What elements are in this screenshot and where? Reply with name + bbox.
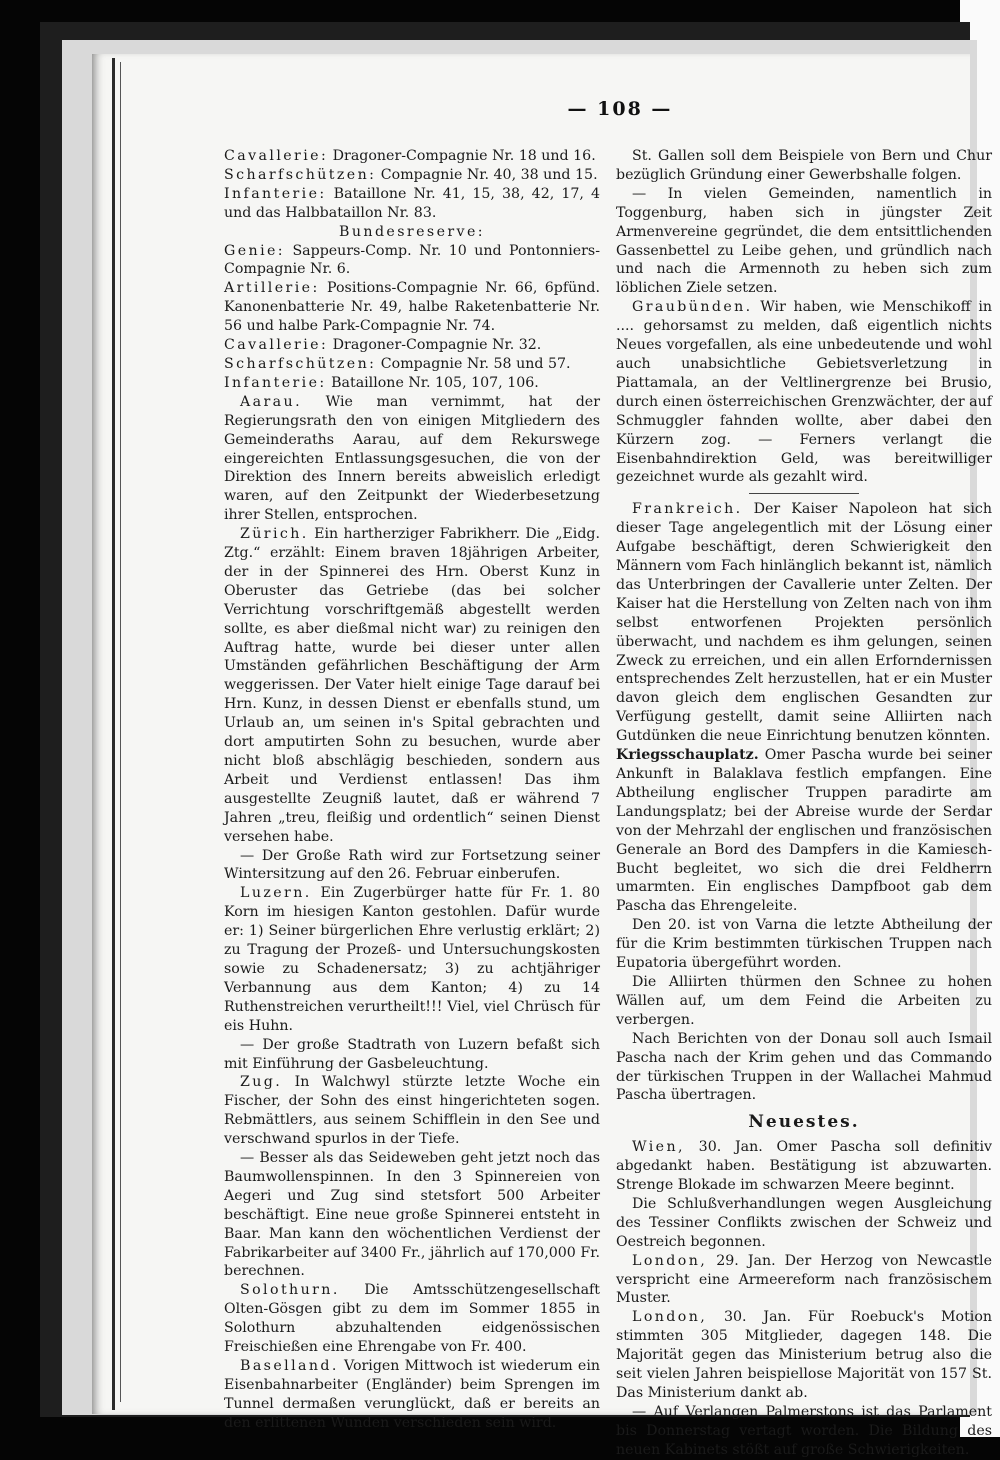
right-column xyxy=(616,147,992,1460)
paragraph-text: Omer Pascha wurde bei seiner Ankunft in Balaklava festlich empfangen. Eine Abtheilung englischer Truppen paradirte am Landungsplatz; bei der Abreise wurde der Serdar von der Mehrzahl der englischen und französischen Generale an Bord des Dampfers in die Kamiesch-Bucht begleitet, wo sich die drei Feldherrn umarmten. Ein englisches Dampfboot gab dem Pascha das Ehrengeleite. xyxy=(616,747,992,915)
paragraph xyxy=(224,1281,600,1357)
section-heading-neuestes: Neuestes. xyxy=(748,1112,860,1133)
paragraph xyxy=(224,525,600,846)
paragraph xyxy=(224,166,600,185)
paragraph-lead: Aarau. xyxy=(240,393,302,410)
paragraph xyxy=(616,1252,992,1309)
paragraph-lead: Cavallerie: xyxy=(224,148,329,164)
paragraph-text: 30. Jan. Omer Pascha soll definitiv abgedankt haben. Bestätigung ist abzuwarten. Strenge Blokade im schwarzen Meere beginnt. xyxy=(616,1139,992,1194)
paragraph-lead: Zürich. xyxy=(240,526,309,543)
paragraph xyxy=(224,1149,600,1281)
paragraph-text: Wir haben, wie Menschikoff in .... gehorsamst zu melden, daß eigentlich nichts Neues vorgefallen, als eine unbedeutende und wohl auch unabsichtliche Gebietsverletzung in Piattamala, an der Veltlinergrenze bei Brusio, durch einen österreichischen Grenzwächter, der auf Schmuggler fahnden wollte, aber dabei den Kürzern zog. — Ferners verlangt die Eisenbahndirektion Geld, was bereitwilliger gezeichnet wurde als gezahlt wird. xyxy=(616,299,992,486)
paragraph-text: — Auf Verlangen Palmerstons ist das Parlament bis Donnerstag vertagt worden. Die Bildung des neuen Kabinets stößt auf große Schwierigkeiten. xyxy=(616,1403,992,1458)
paragraph-text: — In vielen Gemeinden, namentlich in Toggenburg, haben sich in jüngster Zeit Armenvereine gegründet, die dem entsittlichenden Gassenbettel zu Leibe gehen, und gründlich nach und nach die Armennoth zu heben sich zum löblichen Ziele setzen. xyxy=(616,185,992,297)
paragraph-lead: Scharfschützen: xyxy=(224,166,377,183)
paragraph xyxy=(616,1195,992,1252)
paragraph xyxy=(616,1403,992,1460)
paragraph-lead: London, xyxy=(632,1252,708,1269)
paragraph-text: 30. Jan. Für Roebuck's Motion stimmten 305 Mitglieder, dagegen 148. Die Majorität gegen das Ministerium betrug also die seit vielen Jahren beispiellose Majorität von 157 St. Das Ministerium dankt ab. xyxy=(616,1309,992,1401)
paragraph-lead: Solothurn. xyxy=(240,1282,340,1299)
paragraph xyxy=(616,185,992,298)
paragraph-text: Den 20. ist von Varna die letzte Abtheilung der für die Krim bestimmten türkischen Truppen nach Eupatoria übergeführt worden. xyxy=(616,917,992,972)
paragraph xyxy=(224,185,600,223)
paragraph-text: Dragoner-Compagnie Nr. 32. xyxy=(328,337,542,354)
paragraph-text: Der Kaiser Napoleon hat sich dieser Tage angelegentlich mit der Lösung einer Aufgabe beschäftigt, deren Schwierigkeit den Männern vom Fach hinlänglich bekannt ist, nämlich das Unterbringen der Cavallerie unter Zelten. Der Kaiser hat die Herstellung von Zelten nach von ihm selbst entworfenen Projekten persönlich überwacht, und nachdem es ihm gelungen, seinen Zweck zu erreichen, und ein allen Erforndernissen entsprechendes Zelt herzustellen, hat er ein Muster davon gleich dem englischen Gesandten zur Verfügung gestellt, damit seine Alliirten nach Gutdünken die neue Einrichtung benutzen könnten. xyxy=(616,501,992,745)
paragraph-lead: London, xyxy=(632,1309,708,1326)
paragraph xyxy=(224,336,600,355)
paragraph-text: Wie man vernimmt, hat der Regierungsrath den von einigen Mitgliedern des Gemeinderaths Aarau, auf dem Rekurswege eingereichten Entlassungsgesuchen, die von der Direktion des Innern bereits abweislich erledigt waren, auf den Zeitpunkt der Wiederbesetzung ihrer Stellen, entsprochen. xyxy=(224,393,600,524)
binding-line xyxy=(112,58,115,1410)
paragraph-lead: Baselland. xyxy=(240,1358,339,1374)
page-number: — 108 — xyxy=(567,98,673,120)
paragraph-lead: Infanterie: xyxy=(224,374,327,391)
paragraph-text: Vorigen Mittwoch ist wiederum ein Eisenbahnarbeiter (Engländer) beim Sprengen im Tunnel dermaßen verunglückt, daß er bereits an den erlittenen Wunden verschieden sein wird. xyxy=(224,1358,600,1431)
paragraph xyxy=(616,746,992,916)
paragraph xyxy=(224,279,600,336)
paragraph-text: Compagnie Nr. 58 und 57. xyxy=(376,355,571,372)
paragraph-text: Die Amtsschützengesellschaft Olten-Gösgen gibt zu dem im Sommer 1855 in Solothurn abzuhaltenden eidgenössischen Freischießen eine Ehrengabe von Fr. 400. xyxy=(224,1282,600,1356)
paragraph-lead: Graubünden. xyxy=(632,299,753,316)
paragraph-text: St. Gallen soll dem Beispiele von Bern und Chur bezüglich Gründung einer Gewerbshalle folgen. xyxy=(616,148,992,183)
paragraph xyxy=(616,1030,992,1106)
paragraph xyxy=(224,1073,600,1149)
paragraph xyxy=(224,1036,600,1074)
paragraph xyxy=(616,298,992,487)
paragraph-lead: Genie: xyxy=(224,242,285,259)
paragraph-text: — Der große Stadtrath von Luzern befaßt sich mit Einführung der Gasbeleuchtung. xyxy=(224,1036,600,1072)
paragraph-lead: Wien, xyxy=(632,1139,685,1156)
paragraph-text: — Der Große Rath wird zur Fortsetzung seiner Wintersitzung auf den 26. Februar einberufen. xyxy=(224,847,600,883)
paragraph-lead: Zug. xyxy=(240,1074,283,1091)
paragraph-text: — Besser als das Seideweben geht jetzt noch das Baumwollenspinnen. In den 3 Spinnereien von Aegeri und Zug sind stetsfort 500 Arbeiter beschäftigt. Eine neue große Spinnerei entsteht in Baar. Man kann den wöchentlichen Verdienst der Fabrikarbeiter auf 3400 Fr., jährlich auf 170,000 Fr. berechnen. xyxy=(224,1150,600,1280)
paragraph xyxy=(224,355,600,374)
paragraph-text: Die Alliirten thürmen den Schnee zu hohen Wällen auf, um dem Feind die Arbeiten zu verbergen. xyxy=(616,973,992,1028)
paragraph-text: 29. Jan. Der Herzog von Newcastle verspricht eine Armeereform nach französischem Muster. xyxy=(616,1252,992,1307)
paragraph-lead: Scharfschützen: xyxy=(224,355,377,372)
paragraph xyxy=(224,242,600,280)
paragraph xyxy=(224,374,600,393)
paragraph xyxy=(616,973,992,1030)
paragraph xyxy=(616,916,992,973)
paragraph-text: Bataillone Nr. 105, 107, 106. xyxy=(326,374,539,391)
paragraph-lead: Infanterie: xyxy=(224,185,327,202)
subheading-bundesreserve: Bundesreserve: xyxy=(339,223,485,240)
left-column xyxy=(224,147,600,1433)
paragraph-lead: Cavallerie: xyxy=(224,337,329,354)
paragraph-text: Nach Berichten von der Donau soll auch Ismail Pascha nach der Krim gehen und das Commando der türkischen Truppen in der Wallachei Mahmud Pascha übertragen. xyxy=(616,1030,992,1104)
paragraph-text: Compagnie Nr. 40, 38 und 15. xyxy=(376,166,598,183)
section-divider xyxy=(749,493,859,494)
paragraph-lead-kriegsschauplatz: Kriegsschauplatz. xyxy=(616,747,759,764)
paragraph-text: Die Schlußverhandlungen wegen Ausgleichung des Tessiner Conflikts zwischen der Schweiz und Oestreich begonnen. xyxy=(616,1195,992,1250)
paragraph xyxy=(224,1357,600,1433)
paragraph xyxy=(616,1308,992,1403)
paragraph xyxy=(224,884,600,1035)
paragraph xyxy=(224,147,600,166)
paragraph xyxy=(616,1138,992,1195)
paragraph-lead: Luzern. xyxy=(240,885,312,902)
paragraph-text: Bataillone Nr. 41, 15, 38, 42, 17, 4 und das Halbbataillon Nr. 83. xyxy=(224,185,600,221)
paragraph-text: In Walchwyl stürzte letzte Woche ein Fischer, der Sohn des einst hingerichteten sogen. Rebmättlers, aus seinem Schifflein in den See und verschwand spurlos in der Tiefe. xyxy=(224,1074,600,1148)
paragraph-text: Dragoner-Compagnie Nr. 18 und 16. xyxy=(328,148,596,164)
paragraph xyxy=(616,147,992,185)
paragraph-lead: Artillerie: xyxy=(224,280,320,297)
paragraph-text: Ein hartherziger Fabrikherr. Die „Eidg. Ztg.“ erzählt: Einem braven 18jährigen Arbeiter, der in der Spinnerei des Hrn. Oberst Kunz in Oberuster das Getriebe (das bei solcher Verrichtung vorschriftgemäß abgestellt werden sollte, es aber dießmal nicht war) zu reinigen den Auftrag hatte, wurde bei dieser unter allen Umständen gefährlichen Beschäftigung der Arm weggerissen. Der Vater hielt einige Tage darauf bei Hrn. Kunz, in dessen Dienst er ebenfalls stund, um Urlaub an, um seinen in's Spital gebrachten und dort amputirten Sohn zu besuchen, wurde aber nicht bloß abschlägig beschieden, sondern aus Arbeit und Verdienst entlassen! Das ihm ausgestellte Zeugniß lautet, daß er während 7 Jahren „treu, fleißig und ordentlich“ seinen Dienst versehen habe. xyxy=(224,526,600,845)
paragraph-text: Ein Zugerbürger hatte für Fr. 1. 80 Korn im hiesigen Kanton gestohlen. Dafür wurde er: 1) Seiner bürgerlichen Ehre verlustig erklärt; 2) zu Tragung der Prozeß- und Untersuchungskosten sowie zu Schadenersatz; 3) zu achtjähriger Verbannung aus dem Kanton; 4) zu 14 Ruthenstreichen verurtheilt!!! Viel, viel Chrüsch für eis Huhn. xyxy=(224,885,600,1034)
paragraph-lead: Frankreich. xyxy=(632,501,743,518)
paragraph-text: Positions-Compagnie Nr. 66, 6pfünd. Kanonenbatterie Nr. 49, halbe Raketenbatterie Nr. 56 und halbe Park-Compagnie Nr. 74. xyxy=(224,280,600,335)
paragraph xyxy=(224,847,600,885)
paragraph xyxy=(616,500,992,746)
paragraph-text: Sappeurs-Comp. Nr. 10 und Pontonniers-Compagnie Nr. 6. xyxy=(224,242,600,278)
paragraph xyxy=(224,393,600,525)
binding-line-inner xyxy=(120,62,121,1402)
